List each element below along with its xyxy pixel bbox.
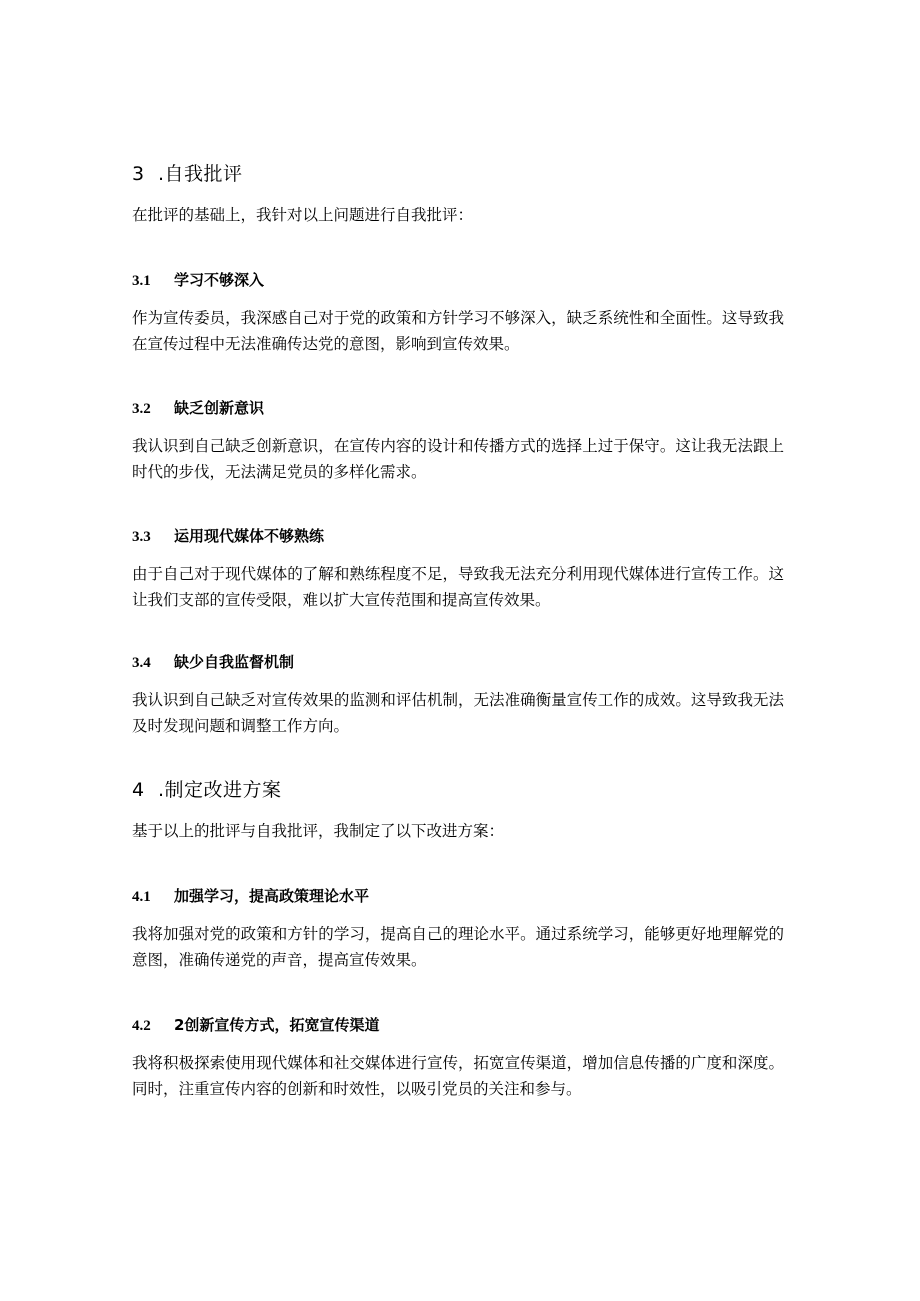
subsection-heading [132, 1013, 784, 1038]
paragraph: 我将加强对党的政策和方针的学习，提高自己的理论水平。通过系统学习，能够更好地理解党的意图，准确传递党的声音，提高宣传效果。 [132, 925, 784, 969]
subsection-3-4 [132, 650, 784, 739]
subsection-title: 2创新宣传方式，拓宽宣传渠道 [174, 1016, 380, 1034]
subsection-4-1 [132, 884, 784, 973]
section-number: 3 [132, 163, 145, 185]
subsection-number: 3.1 [132, 273, 151, 289]
paragraph: 由于自己对于现代媒体的了解和熟练程度不足，导致我无法充分利用现代媒体进行宣传工作。这让我们支部的宣传受限，难以扩大宣传范围和提高宣传效果。 [132, 565, 784, 609]
subsection-number: 4.2 [132, 1018, 151, 1034]
subsection-3-3 [132, 524, 784, 613]
subsection-4-2 [132, 1013, 784, 1102]
paragraph: 作为宣传委员，我深感自己对于党的政策和方针学习不够深入，缺乏系统性和全面性。这导致我在宣传过程中无法准确传达党的意图，影响到宣传效果。 [132, 309, 784, 353]
subsection-title: 加强学习，提高政策理论水平 [174, 887, 370, 905]
subsection-heading [132, 268, 784, 293]
section-heading [132, 776, 784, 804]
section-number: 4 [132, 779, 145, 801]
section-intro: 在批评的基础上，我针对以上问题进行自我批评： [132, 206, 474, 224]
section-title: .自我批评 [158, 163, 243, 185]
subsection-heading [132, 650, 784, 675]
subsection-3-2 [132, 396, 784, 485]
subsection-number: 3.3 [132, 529, 151, 545]
paragraph: 我将积极探索使用现代媒体和社交媒体进行宣传，拓宽宣传渠道，增加信息传播的广度和深度。同时，注重宣传内容的创新和时效性，以吸引党员的关注和参与。 [132, 1054, 784, 1098]
subsection-3-1 [132, 268, 784, 357]
section-title: .制定改进方案 [158, 779, 282, 801]
subsection-title: 缺少自我监督机制 [174, 653, 295, 671]
subsection-heading [132, 884, 784, 909]
section-heading [132, 160, 784, 188]
subsection-heading [132, 524, 784, 549]
subsection-title: 缺乏创新意识 [174, 399, 265, 417]
section-3 [132, 160, 784, 228]
subsection-number: 4.1 [132, 889, 151, 905]
subsection-title: 学习不够深入 [174, 271, 265, 289]
subsection-title: 运用现代媒体不够熟练 [174, 527, 325, 545]
paragraph: 我认识到自己缺乏对宣传效果的监测和评估机制，无法准确衡量宣传工作的成效。这导致我无法及时发现问题和调整工作方向。 [132, 691, 784, 735]
subsection-number: 3.2 [132, 401, 151, 417]
subsection-number: 3.4 [132, 655, 151, 671]
subsection-heading [132, 396, 784, 421]
section-intro: 基于以上的批评与自我批评，我制定了以下改进方案： [132, 822, 505, 840]
section-4 [132, 776, 784, 844]
paragraph: 我认识到自己缺乏创新意识，在宣传内容的设计和传播方式的选择上过于保守。这让我无法跟上时代的步伐，无法满足党员的多样化需求。 [132, 437, 784, 481]
